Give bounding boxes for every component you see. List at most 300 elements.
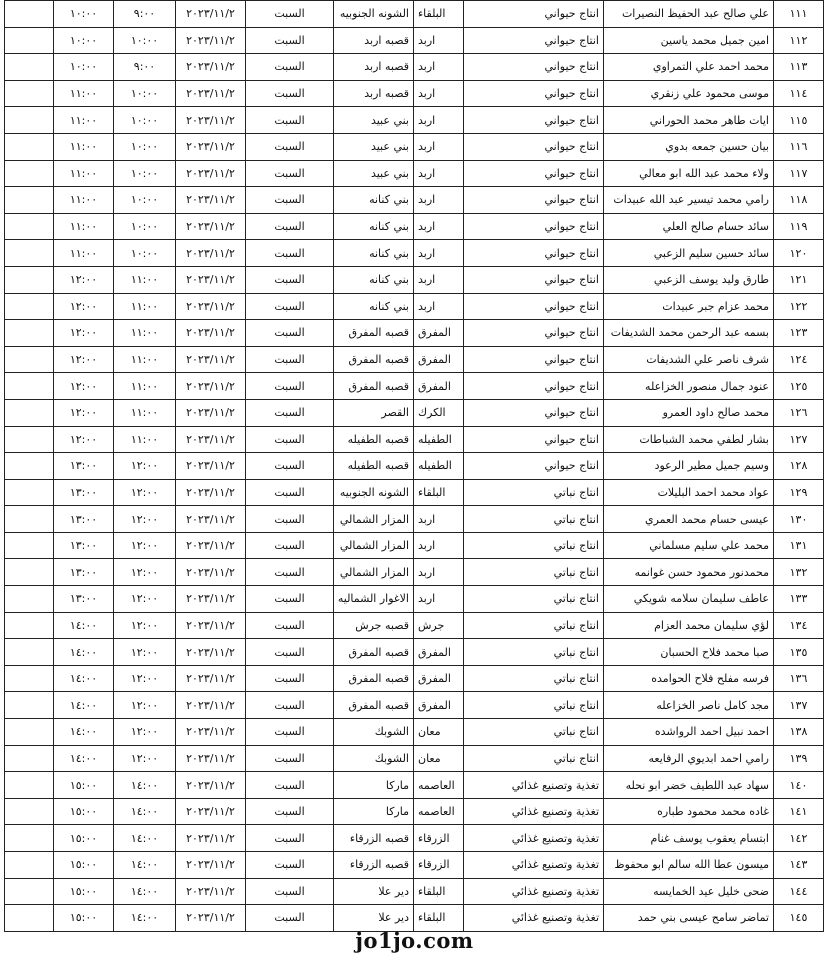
row-number: ١٣٣ bbox=[774, 586, 824, 613]
district: قصبه المفرق bbox=[334, 639, 414, 666]
governorate: اربد bbox=[414, 213, 464, 240]
specialization: انتاج حيواني bbox=[464, 133, 604, 160]
row-number: ١٢٩ bbox=[774, 479, 824, 506]
specialization: انتاج حيواني bbox=[464, 1, 604, 28]
district: الشوبك bbox=[334, 745, 414, 772]
time-start: ١٢:٠٠ bbox=[114, 612, 176, 639]
governorate: المفرق bbox=[414, 665, 464, 692]
applicant-name: محمد صالح داود العمرو bbox=[604, 399, 774, 426]
empty-cell bbox=[5, 373, 54, 400]
table-row bbox=[5, 665, 824, 692]
exam-day: السبت bbox=[246, 426, 334, 453]
applicant-name: عواد محمد احمد البليلات bbox=[604, 479, 774, 506]
row-number: ١٤١ bbox=[774, 798, 824, 825]
governorate: الطفيله bbox=[414, 453, 464, 480]
district: قصبه المفرق bbox=[334, 692, 414, 719]
exam-date: ٢٠٢٣/١١/٢ bbox=[176, 719, 246, 746]
row-number: ١١٧ bbox=[774, 160, 824, 187]
time-start: ١٢:٠٠ bbox=[114, 665, 176, 692]
governorate: المفرق bbox=[414, 692, 464, 719]
time-end: ١١:٠٠ bbox=[54, 213, 114, 240]
time-start: ١٤:٠٠ bbox=[114, 852, 176, 879]
time-end: ١٥:٠٠ bbox=[54, 825, 114, 852]
time-start: ١٤:٠٠ bbox=[114, 825, 176, 852]
district: قصبه الطفيله bbox=[334, 426, 414, 453]
time-end: ١١:٠٠ bbox=[54, 240, 114, 267]
specialization: تغذية وتصنيع غذائي bbox=[464, 878, 604, 905]
applicant-name: امين جميل محمد ياسين bbox=[604, 27, 774, 54]
exam-date: ٢٠٢٣/١١/٢ bbox=[176, 373, 246, 400]
specialization: انتاج حيواني bbox=[464, 426, 604, 453]
governorate: اربد bbox=[414, 133, 464, 160]
empty-cell bbox=[5, 772, 54, 799]
empty-cell bbox=[5, 479, 54, 506]
table-row bbox=[5, 133, 824, 160]
governorate: الزرقاء bbox=[414, 825, 464, 852]
row-number: ١٢٤ bbox=[774, 346, 824, 373]
table-row bbox=[5, 1, 824, 28]
district: بني عبيد bbox=[334, 160, 414, 187]
time-end: ١٣:٠٠ bbox=[54, 479, 114, 506]
time-end: ١٢:٠٠ bbox=[54, 293, 114, 320]
applicant-name: بسمه عبد الرحمن محمد الشديفات bbox=[604, 320, 774, 347]
district: قصبه اربد bbox=[334, 80, 414, 107]
empty-cell bbox=[5, 825, 54, 852]
applicant-name: بشار لطفي محمد الشباطات bbox=[604, 426, 774, 453]
empty-cell bbox=[5, 187, 54, 214]
specialization: انتاج حيواني bbox=[464, 453, 604, 480]
governorate: الزرقاء bbox=[414, 852, 464, 879]
time-end: ١١:٠٠ bbox=[54, 133, 114, 160]
row-number: ١١١ bbox=[774, 1, 824, 28]
exam-date: ٢٠٢٣/١١/٢ bbox=[176, 80, 246, 107]
district: دير علا bbox=[334, 878, 414, 905]
empty-cell bbox=[5, 612, 54, 639]
time-end: ١٢:٠٠ bbox=[54, 399, 114, 426]
exam-date: ٢٠٢٣/١١/٢ bbox=[176, 133, 246, 160]
exam-day: السبت bbox=[246, 506, 334, 533]
exam-day: السبت bbox=[246, 346, 334, 373]
exam-date: ٢٠٢٣/١١/٢ bbox=[176, 320, 246, 347]
district: دير علا bbox=[334, 905, 414, 932]
governorate: جرش bbox=[414, 612, 464, 639]
applicant-name: فرسه مفلح فلاح الحوامده bbox=[604, 665, 774, 692]
empty-cell bbox=[5, 453, 54, 480]
empty-cell bbox=[5, 107, 54, 134]
governorate: المفرق bbox=[414, 346, 464, 373]
exam-day: السبت bbox=[246, 586, 334, 613]
specialization: انتاج حيواني bbox=[464, 240, 604, 267]
exam-date: ٢٠٢٣/١١/٢ bbox=[176, 240, 246, 267]
time-start: ١١:٠٠ bbox=[114, 426, 176, 453]
empty-cell bbox=[5, 266, 54, 293]
table-row bbox=[5, 852, 824, 879]
exam-day: السبت bbox=[246, 532, 334, 559]
governorate: اربد bbox=[414, 293, 464, 320]
governorate: الطفيله bbox=[414, 426, 464, 453]
exam-date: ٢٠٢٣/١١/٢ bbox=[176, 399, 246, 426]
district: بني عبيد bbox=[334, 107, 414, 134]
time-start: ١٤:٠٠ bbox=[114, 878, 176, 905]
district: قصبه اربد bbox=[334, 54, 414, 81]
table-row bbox=[5, 639, 824, 666]
time-end: ١٢:٠٠ bbox=[54, 320, 114, 347]
specialization: انتاج حيواني bbox=[464, 373, 604, 400]
exam-day: السبت bbox=[246, 1, 334, 28]
empty-cell bbox=[5, 878, 54, 905]
row-number: ١١٨ bbox=[774, 187, 824, 214]
time-end: ١٢:٠٠ bbox=[54, 266, 114, 293]
schedule-table bbox=[4, 0, 824, 932]
exam-date: ٢٠٢٣/١١/٢ bbox=[176, 745, 246, 772]
table-row bbox=[5, 240, 824, 267]
governorate: معان bbox=[414, 719, 464, 746]
table-row bbox=[5, 479, 824, 506]
time-start: ١٢:٠٠ bbox=[114, 692, 176, 719]
empty-cell bbox=[5, 54, 54, 81]
district: الاغوار الشماليه bbox=[334, 586, 414, 613]
time-start: ١١:٠٠ bbox=[114, 293, 176, 320]
empty-cell bbox=[5, 719, 54, 746]
exam-day: السبت bbox=[246, 639, 334, 666]
specialization: تغذية وتصنيع غذائي bbox=[464, 825, 604, 852]
empty-cell bbox=[5, 27, 54, 54]
applicant-name: غاده محمد محمود طباره bbox=[604, 798, 774, 825]
exam-day: السبت bbox=[246, 665, 334, 692]
district: المزار الشمالي bbox=[334, 506, 414, 533]
table-row bbox=[5, 692, 824, 719]
time-start: ١٢:٠٠ bbox=[114, 479, 176, 506]
exam-day: السبت bbox=[246, 266, 334, 293]
exam-day: السبت bbox=[246, 320, 334, 347]
time-end: ١٣:٠٠ bbox=[54, 506, 114, 533]
applicant-name: سائد حسام صالح العلي bbox=[604, 213, 774, 240]
empty-cell bbox=[5, 320, 54, 347]
exam-day: السبت bbox=[246, 160, 334, 187]
governorate: اربد bbox=[414, 107, 464, 134]
specialization: انتاج نباتي bbox=[464, 532, 604, 559]
empty-cell bbox=[5, 532, 54, 559]
exam-day: السبت bbox=[246, 612, 334, 639]
district: قصبه الطفيله bbox=[334, 453, 414, 480]
exam-date: ٢٠٢٣/١١/٢ bbox=[176, 532, 246, 559]
table-row bbox=[5, 532, 824, 559]
specialization: انتاج حيواني bbox=[464, 107, 604, 134]
table-row bbox=[5, 399, 824, 426]
exam-day: السبت bbox=[246, 27, 334, 54]
governorate: البلقاء bbox=[414, 479, 464, 506]
time-end: ١٤:٠٠ bbox=[54, 665, 114, 692]
district: قصبه المفرق bbox=[334, 373, 414, 400]
governorate: معان bbox=[414, 745, 464, 772]
applicant-name: سائد حسين سليم الزعبي bbox=[604, 240, 774, 267]
empty-cell bbox=[5, 160, 54, 187]
row-number: ١٢٧ bbox=[774, 426, 824, 453]
specialization: انتاج نباتي bbox=[464, 665, 604, 692]
row-number: ١٢١ bbox=[774, 266, 824, 293]
exam-date: ٢٠٢٣/١١/٢ bbox=[176, 1, 246, 28]
time-end: ١٤:٠٠ bbox=[54, 639, 114, 666]
district: قصبه اربد bbox=[334, 27, 414, 54]
governorate: اربد bbox=[414, 160, 464, 187]
row-number: ١٤٠ bbox=[774, 772, 824, 799]
empty-cell bbox=[5, 346, 54, 373]
table-row bbox=[5, 772, 824, 799]
district: بني كنانه bbox=[334, 213, 414, 240]
exam-date: ٢٠٢٣/١١/٢ bbox=[176, 213, 246, 240]
district: قصبه الزرقاء bbox=[334, 825, 414, 852]
exam-day: السبت bbox=[246, 187, 334, 214]
district: ماركا bbox=[334, 798, 414, 825]
row-number: ١٢٥ bbox=[774, 373, 824, 400]
applicant-name: شرف ناصر علي الشديفات bbox=[604, 346, 774, 373]
district: الشونه الجنوبيه bbox=[334, 1, 414, 28]
exam-date: ٢٠٢٣/١١/٢ bbox=[176, 559, 246, 586]
time-start: ١١:٠٠ bbox=[114, 320, 176, 347]
governorate: البلقاء bbox=[414, 905, 464, 932]
row-number: ١٢٠ bbox=[774, 240, 824, 267]
table-row bbox=[5, 426, 824, 453]
time-end: ١٣:٠٠ bbox=[54, 559, 114, 586]
row-number: ١٣١ bbox=[774, 532, 824, 559]
applicant-name: موسى محمود علي زنقري bbox=[604, 80, 774, 107]
time-end: ١٢:٠٠ bbox=[54, 346, 114, 373]
exam-date: ٢٠٢٣/١١/٢ bbox=[176, 266, 246, 293]
district: قصبه المفرق bbox=[334, 665, 414, 692]
table-row bbox=[5, 719, 824, 746]
applicant-name: ولاء محمد عبد الله ابو معالي bbox=[604, 160, 774, 187]
applicant-name: ضحى خليل عيد الخمايسه bbox=[604, 878, 774, 905]
exam-day: السبت bbox=[246, 692, 334, 719]
exam-date: ٢٠٢٣/١١/٢ bbox=[176, 852, 246, 879]
time-start: ١١:٠٠ bbox=[114, 373, 176, 400]
exam-day: السبت bbox=[246, 107, 334, 134]
time-end: ١٠:٠٠ bbox=[54, 54, 114, 81]
time-start: ١٠:٠٠ bbox=[114, 240, 176, 267]
empty-cell bbox=[5, 426, 54, 453]
empty-cell bbox=[5, 559, 54, 586]
exam-date: ٢٠٢٣/١١/٢ bbox=[176, 825, 246, 852]
empty-cell bbox=[5, 852, 54, 879]
row-number: ١٤٢ bbox=[774, 825, 824, 852]
exam-date: ٢٠٢٣/١١/٢ bbox=[176, 160, 246, 187]
empty-cell bbox=[5, 506, 54, 533]
row-number: ١٣٥ bbox=[774, 639, 824, 666]
governorate: اربد bbox=[414, 80, 464, 107]
exam-date: ٢٠٢٣/١١/٢ bbox=[176, 665, 246, 692]
specialization: انتاج حيواني bbox=[464, 213, 604, 240]
exam-date: ٢٠٢٣/١١/٢ bbox=[176, 346, 246, 373]
empty-cell bbox=[5, 665, 54, 692]
time-end: ١٤:٠٠ bbox=[54, 745, 114, 772]
row-number: ١٢٦ bbox=[774, 399, 824, 426]
applicant-name: بيان حسين جمعه بدوي bbox=[604, 133, 774, 160]
specialization: تغذية وتصنيع غذائي bbox=[464, 905, 604, 932]
applicant-name: ميسون عطا الله سالم ابو محفوظ bbox=[604, 852, 774, 879]
empty-cell bbox=[5, 133, 54, 160]
time-start: ١١:٠٠ bbox=[114, 399, 176, 426]
applicant-name: طارق وليد يوسف الزعبي bbox=[604, 266, 774, 293]
time-end: ١٤:٠٠ bbox=[54, 612, 114, 639]
exam-date: ٢٠٢٣/١١/٢ bbox=[176, 506, 246, 533]
row-number: ١١٥ bbox=[774, 107, 824, 134]
time-end: ١٣:٠٠ bbox=[54, 453, 114, 480]
time-start: ١٢:٠٠ bbox=[114, 586, 176, 613]
table-row bbox=[5, 346, 824, 373]
time-end: ١٥:٠٠ bbox=[54, 878, 114, 905]
specialization: انتاج حيواني bbox=[464, 80, 604, 107]
time-start: ١٠:٠٠ bbox=[114, 27, 176, 54]
exam-day: السبت bbox=[246, 80, 334, 107]
time-end: ١١:٠٠ bbox=[54, 80, 114, 107]
applicant-name: احمد نبيل احمد الرواشده bbox=[604, 719, 774, 746]
exam-date: ٢٠٢٣/١١/٢ bbox=[176, 878, 246, 905]
empty-cell bbox=[5, 586, 54, 613]
specialization: انتاج حيواني bbox=[464, 160, 604, 187]
applicant-name: محمد علي سليم مسلماني bbox=[604, 532, 774, 559]
applicant-name: عاطف سليمان سلامه شويكي bbox=[604, 586, 774, 613]
specialization: انتاج نباتي bbox=[464, 506, 604, 533]
row-number: ١٣٧ bbox=[774, 692, 824, 719]
time-end: ١٣:٠٠ bbox=[54, 586, 114, 613]
applicant-name: ايات طاهر محمد الحوراني bbox=[604, 107, 774, 134]
governorate: اربد bbox=[414, 532, 464, 559]
row-number: ١٤٤ bbox=[774, 878, 824, 905]
specialization: انتاج حيواني bbox=[464, 54, 604, 81]
empty-cell bbox=[5, 240, 54, 267]
applicant-name: لؤي سليمان محمد العزام bbox=[604, 612, 774, 639]
district: قصبه الزرقاء bbox=[334, 852, 414, 879]
district: بني عبيد bbox=[334, 133, 414, 160]
time-start: ١٤:٠٠ bbox=[114, 798, 176, 825]
exam-day: السبت bbox=[246, 240, 334, 267]
row-number: ١٣٤ bbox=[774, 612, 824, 639]
exam-day: السبت bbox=[246, 852, 334, 879]
specialization: انتاج حيواني bbox=[464, 187, 604, 214]
time-start: ١٠:٠٠ bbox=[114, 160, 176, 187]
empty-cell bbox=[5, 745, 54, 772]
governorate: العاصمه bbox=[414, 798, 464, 825]
specialization: انتاج نباتي bbox=[464, 479, 604, 506]
exam-date: ٢٠٢٣/١١/٢ bbox=[176, 612, 246, 639]
row-number: ١١٢ bbox=[774, 27, 824, 54]
exam-date: ٢٠٢٣/١١/٢ bbox=[176, 639, 246, 666]
specialization: انتاج حيواني bbox=[464, 320, 604, 347]
exam-day: السبت bbox=[246, 719, 334, 746]
exam-date: ٢٠٢٣/١١/٢ bbox=[176, 586, 246, 613]
time-start: ١١:٠٠ bbox=[114, 266, 176, 293]
row-number: ١١٦ bbox=[774, 133, 824, 160]
exam-day: السبت bbox=[246, 559, 334, 586]
time-end: ١١:٠٠ bbox=[54, 107, 114, 134]
exam-day: السبت bbox=[246, 373, 334, 400]
district: بني كنانه bbox=[334, 266, 414, 293]
table-row bbox=[5, 586, 824, 613]
site-watermark: jo1jo.com bbox=[355, 928, 474, 953]
applicant-name: مجد كامل ناصر الخزاعله bbox=[604, 692, 774, 719]
applicant-name: رامي احمد ابديوي الرفايعه bbox=[604, 745, 774, 772]
applicant-name: صبا محمد فلاح الحسبان bbox=[604, 639, 774, 666]
row-number: ١١٤ bbox=[774, 80, 824, 107]
table-row bbox=[5, 453, 824, 480]
time-end: ١٥:٠٠ bbox=[54, 905, 114, 932]
governorate: العاصمه bbox=[414, 772, 464, 799]
district: قصبه المفرق bbox=[334, 320, 414, 347]
table-row bbox=[5, 825, 824, 852]
time-end: ١٢:٠٠ bbox=[54, 373, 114, 400]
time-start: ١١:٠٠ bbox=[114, 346, 176, 373]
specialization: تغذية وتصنيع غذائي bbox=[464, 772, 604, 799]
table-row bbox=[5, 107, 824, 134]
empty-cell bbox=[5, 1, 54, 28]
governorate: اربد bbox=[414, 266, 464, 293]
district: المزار الشمالي bbox=[334, 532, 414, 559]
time-start: ١٢:٠٠ bbox=[114, 745, 176, 772]
governorate: المفرق bbox=[414, 320, 464, 347]
time-end: ١٣:٠٠ bbox=[54, 532, 114, 559]
exam-day: السبت bbox=[246, 453, 334, 480]
time-start: ١٤:٠٠ bbox=[114, 772, 176, 799]
time-start: ٩:٠٠ bbox=[114, 54, 176, 81]
time-start: ١٠:٠٠ bbox=[114, 133, 176, 160]
empty-cell bbox=[5, 213, 54, 240]
governorate: البلقاء bbox=[414, 1, 464, 28]
specialization: انتاج نباتي bbox=[464, 559, 604, 586]
empty-cell bbox=[5, 639, 54, 666]
time-start: ١٢:٠٠ bbox=[114, 719, 176, 746]
exam-date: ٢٠٢٣/١١/٢ bbox=[176, 187, 246, 214]
district: قصبه المفرق bbox=[334, 346, 414, 373]
exam-day: السبت bbox=[246, 878, 334, 905]
governorate: اربد bbox=[414, 559, 464, 586]
row-number: ١٣٨ bbox=[774, 719, 824, 746]
exam-day: السبت bbox=[246, 54, 334, 81]
time-end: ١٢:٠٠ bbox=[54, 426, 114, 453]
specialization: انتاج نباتي bbox=[464, 586, 604, 613]
specialization: انتاج نباتي bbox=[464, 612, 604, 639]
exam-date: ٢٠٢٣/١١/٢ bbox=[176, 54, 246, 81]
empty-cell bbox=[5, 399, 54, 426]
time-start: ١٠:٠٠ bbox=[114, 80, 176, 107]
empty-cell bbox=[5, 798, 54, 825]
table-row bbox=[5, 27, 824, 54]
applicant-name: عيسى حسام محمد العمري bbox=[604, 506, 774, 533]
table-row bbox=[5, 506, 824, 533]
row-number: ١١٩ bbox=[774, 213, 824, 240]
table-row bbox=[5, 160, 824, 187]
time-end: ١٠:٠٠ bbox=[54, 1, 114, 28]
district: الشونه الجنوبيه bbox=[334, 479, 414, 506]
time-start: ١٢:٠٠ bbox=[114, 506, 176, 533]
applicant-name: علي صالح عبد الحفيظ النصيرات bbox=[604, 1, 774, 28]
time-start: ١٢:٠٠ bbox=[114, 453, 176, 480]
time-start: ١٠:٠٠ bbox=[114, 187, 176, 214]
table-row bbox=[5, 798, 824, 825]
table-row bbox=[5, 187, 824, 214]
specialization: انتاج حيواني bbox=[464, 399, 604, 426]
governorate: البلقاء bbox=[414, 878, 464, 905]
table-row bbox=[5, 878, 824, 905]
district: ماركا bbox=[334, 772, 414, 799]
table-row bbox=[5, 745, 824, 772]
exam-date: ٢٠٢٣/١١/٢ bbox=[176, 426, 246, 453]
district: قصبه جرش bbox=[334, 612, 414, 639]
governorate: اربد bbox=[414, 54, 464, 81]
time-start: ١٢:٠٠ bbox=[114, 639, 176, 666]
empty-cell bbox=[5, 293, 54, 320]
exam-date: ٢٠٢٣/١١/٢ bbox=[176, 479, 246, 506]
table-row bbox=[5, 266, 824, 293]
